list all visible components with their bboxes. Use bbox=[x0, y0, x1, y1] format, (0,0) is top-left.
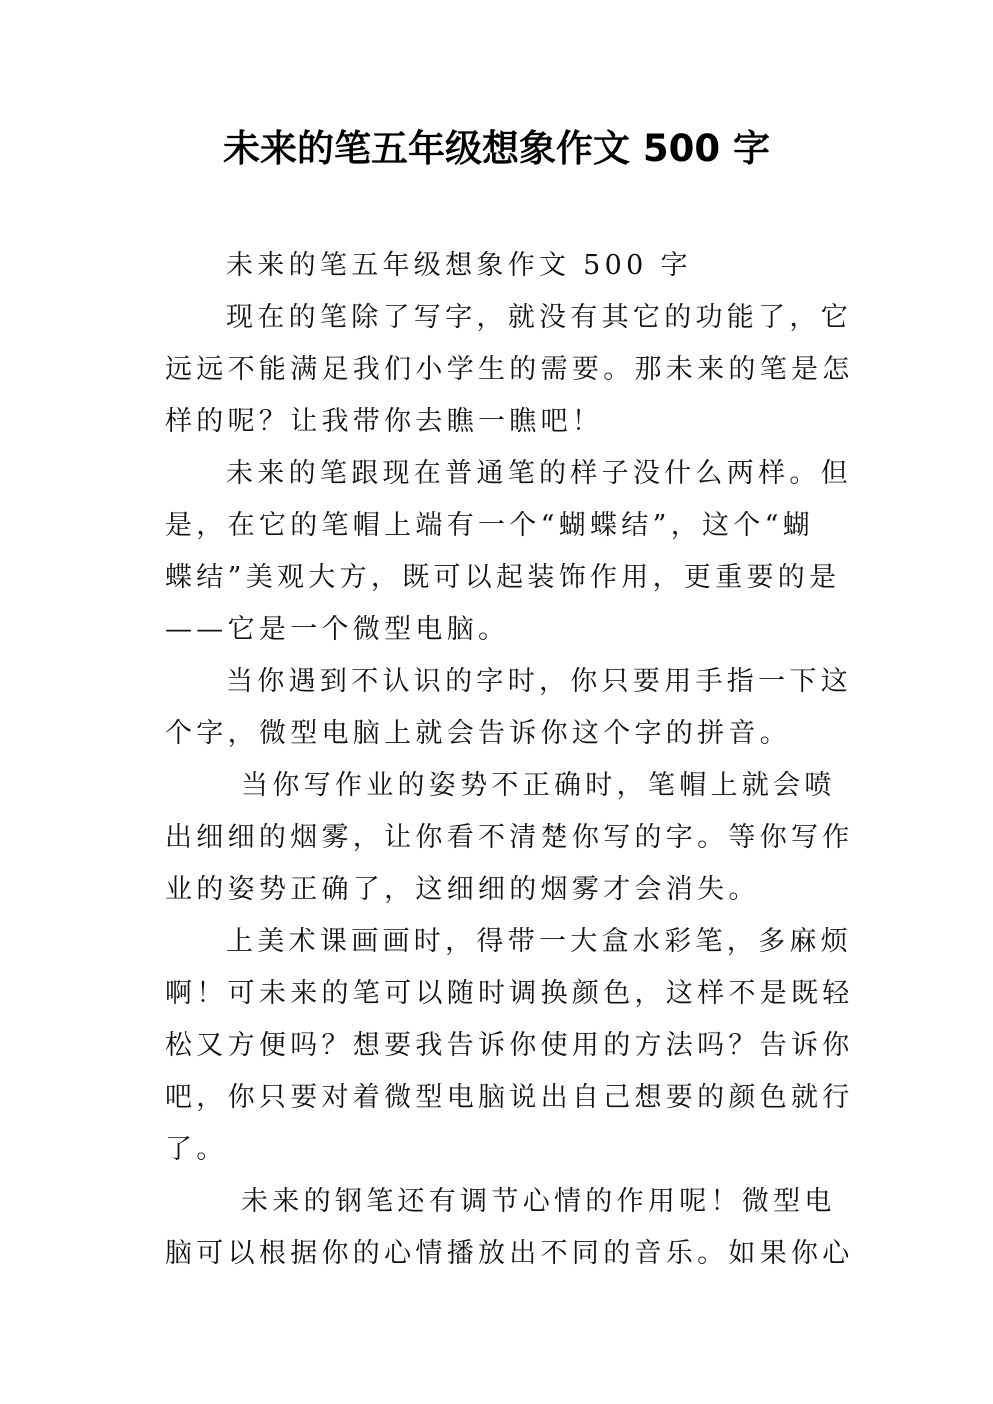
text-line-subtitle: 未来的笔五年级想象作文 500 字 bbox=[226, 250, 692, 281]
text-line: 脑可以根据你的心情播放出不同的音乐。如果你心 bbox=[165, 1238, 854, 1269]
text-line: 松又方便吗？想要我告诉你使用的方法吗？告诉你 bbox=[165, 1030, 854, 1061]
text-line: 啊！可未来的笔可以随时调换颜色，这样不是既轻 bbox=[165, 978, 854, 1009]
text-line: 未来的钢笔还有调节心情的作用呢！微型电 bbox=[241, 1186, 836, 1217]
text-line: 现在的笔除了写字，就没有其它的功能了，它 bbox=[226, 302, 852, 333]
text-line: 当你写作业的姿势不正确时，笔帽上就会喷 bbox=[241, 770, 836, 801]
text-line: 吧，你只要对着微型电脑说出自己想要的颜色就行 bbox=[165, 1082, 854, 1113]
text-line: 样的呢？让我带你去瞧一瞧吧！ bbox=[165, 406, 604, 437]
text-line: 当你遇到不认识的字时，你只要用手指一下这 bbox=[226, 666, 852, 697]
text-line: ——它是一个微型电脑。 bbox=[165, 614, 510, 645]
text-line: 是，在它的笔帽上端有一个“蝴蝶结”，这个“蝴 bbox=[165, 510, 815, 541]
text-line: 了。 bbox=[165, 1134, 228, 1165]
text-line: 远远不能满足我们小学生的需要。那未来的笔是怎 bbox=[165, 354, 854, 385]
text-line: 个字，微型电脑上就会告诉你这个字的拼音。 bbox=[165, 718, 791, 749]
text-line: 蝶结”美观大方，既可以起装饰作用，更重要的是 bbox=[165, 562, 841, 593]
text-line: 业的姿势正确了，这细细的烟雾才会消失。 bbox=[165, 874, 760, 905]
text-line: 未来的笔跟现在普通笔的样子没什么两样。但 bbox=[226, 458, 852, 489]
page-title: 未来的笔五年级想象作文 500 字 bbox=[223, 127, 770, 170]
text-line: 出细细的烟雾，让你看不清楚你写的字。等你写作 bbox=[165, 822, 854, 853]
text-line: 上美术课画画时，得带一大盒水彩笔，多麻烦 bbox=[226, 926, 852, 957]
article-body bbox=[165, 240, 854, 1280]
